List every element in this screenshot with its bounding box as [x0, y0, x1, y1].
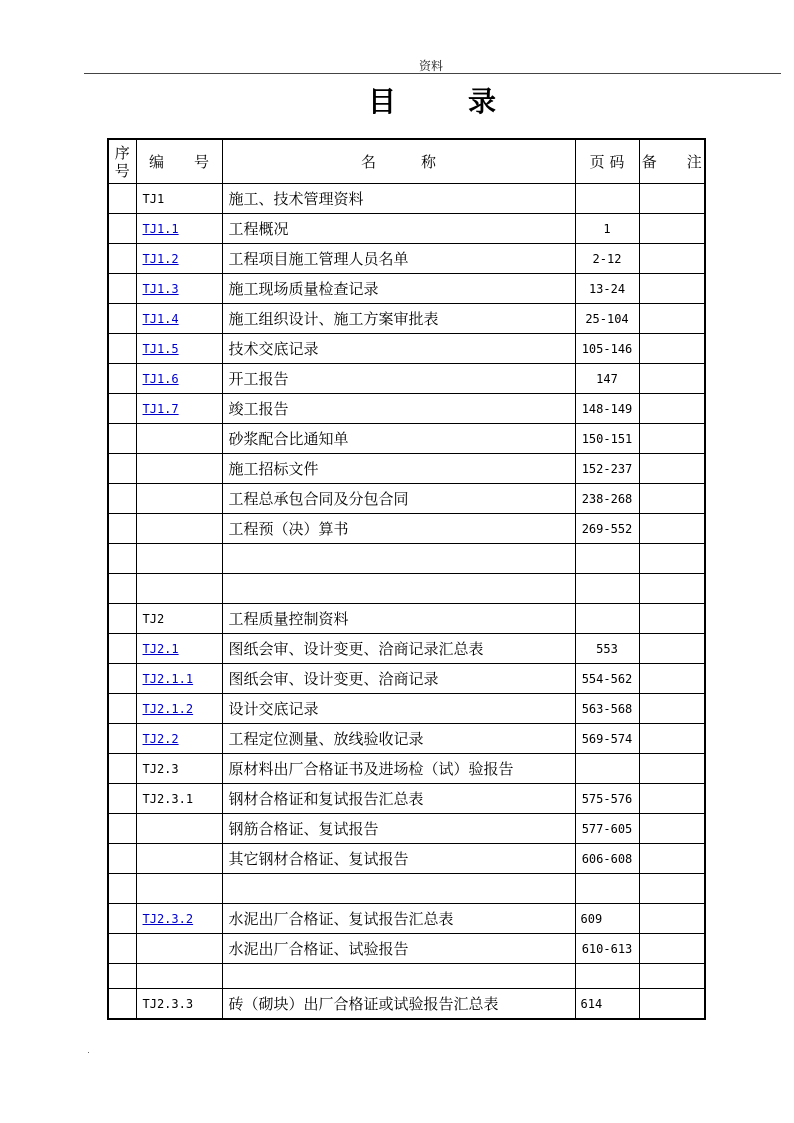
cell-name: 竣工报告 [222, 394, 575, 424]
code-text: TJ2.3.3 [142, 996, 194, 1011]
cell-note [639, 874, 705, 904]
cell-note [639, 244, 705, 274]
cell-code [136, 874, 222, 904]
cell-page: 577-605 [575, 814, 639, 844]
cell-name: 施工现场质量检查记录 [222, 274, 575, 304]
header-seq [108, 139, 136, 184]
cell-note [639, 364, 705, 394]
table-row [108, 274, 705, 304]
cell-code [136, 544, 222, 574]
cell-seq [108, 304, 136, 334]
cell-note [639, 544, 705, 574]
cell-name: 工程定位测量、放线验收记录 [222, 724, 575, 754]
cell-code [136, 364, 222, 394]
cell-note [639, 844, 705, 874]
cell-note [639, 724, 705, 754]
cell-code [136, 274, 222, 304]
cell-seq [108, 814, 136, 844]
cell-code [136, 334, 222, 364]
cell-note [639, 184, 705, 214]
table-row [108, 874, 705, 904]
page-header-text: 资料 [418, 59, 443, 73]
cell-page [575, 874, 639, 904]
cell-name: 水泥出厂合格证、复试报告汇总表 [222, 904, 575, 934]
cell-page: 25-104 [575, 304, 639, 334]
cell-code [136, 454, 222, 484]
table-row [108, 244, 705, 274]
table-row [108, 304, 705, 334]
cell-seq [108, 989, 136, 1020]
cell-name: 工程项目施工管理人员名单 [222, 244, 575, 274]
cell-page: 152-237 [575, 454, 639, 484]
page-title-right: 录 [468, 85, 497, 118]
header-note: 备 注 [639, 139, 705, 184]
cell-code [136, 634, 222, 664]
table-row [108, 964, 705, 989]
cell-page: 13-24 [575, 274, 639, 304]
cell-seq [108, 754, 136, 784]
toc-body [108, 184, 705, 1020]
cell-page: 610-613 [575, 934, 639, 964]
cell-seq [108, 664, 136, 694]
header-seq-line2: 号 [114, 161, 130, 180]
header-rule [84, 73, 781, 74]
cell-seq [108, 244, 136, 274]
cell-name: 工程总承包合同及分包合同 [222, 484, 575, 514]
cell-seq [108, 454, 136, 484]
cell-seq [108, 844, 136, 874]
cell-note [639, 904, 705, 934]
code-link[interactable]: TJ1.7 [142, 401, 179, 416]
table-row [108, 334, 705, 364]
cell-code [136, 724, 222, 754]
cell-page [575, 184, 639, 214]
cell-page: 269-552 [575, 514, 639, 544]
cell-note [639, 274, 705, 304]
cell-note [639, 424, 705, 454]
header-name: 名 称 [222, 139, 575, 184]
code-link[interactable]: TJ1.6 [142, 371, 179, 386]
cell-note [639, 784, 705, 814]
cell-page: 147 [575, 364, 639, 394]
code-text: TJ2.3 [142, 761, 179, 776]
cell-page: 575-576 [575, 784, 639, 814]
table-row [108, 214, 705, 244]
cell-code [136, 304, 222, 334]
cell-page: 238-268 [575, 484, 639, 514]
cell-name: 其它钢材合格证、复试报告 [222, 844, 575, 874]
cell-code [136, 484, 222, 514]
cell-note [639, 514, 705, 544]
cell-note [639, 304, 705, 334]
toc-table [107, 138, 706, 1020]
cell-seq [108, 874, 136, 904]
cell-seq [108, 514, 136, 544]
cell-seq [108, 364, 136, 394]
cell-code [136, 664, 222, 694]
table-row [108, 544, 705, 574]
cell-seq [108, 274, 136, 304]
cell-name: 图纸会审、设计变更、洽商记录 [222, 664, 575, 694]
cell-name: 设计交底记录 [222, 694, 575, 724]
cell-note [639, 214, 705, 244]
table-row [108, 484, 705, 514]
code-link[interactable]: TJ1.3 [142, 281, 179, 296]
cell-name [222, 574, 575, 604]
cell-note [639, 394, 705, 424]
cell-code [136, 244, 222, 274]
table-row [108, 754, 705, 784]
cell-code [136, 694, 222, 724]
cell-page [575, 574, 639, 604]
cell-page: 2-12 [575, 244, 639, 274]
cell-note [639, 989, 705, 1020]
table-row [108, 934, 705, 964]
table-row [108, 724, 705, 754]
cell-seq [108, 574, 136, 604]
cell-code [136, 514, 222, 544]
table-row [108, 904, 705, 934]
table-row [108, 364, 705, 394]
cell-page: 150-151 [575, 424, 639, 454]
table-row [108, 184, 705, 214]
cell-seq [108, 934, 136, 964]
table-row [108, 664, 705, 694]
cell-page: 609 [575, 904, 639, 934]
cell-page [575, 754, 639, 784]
cell-seq [108, 484, 136, 514]
table-row [108, 634, 705, 664]
table-row [108, 394, 705, 424]
cell-seq [108, 544, 136, 574]
code-link[interactable]: TJ1.4 [142, 311, 179, 326]
cell-seq [108, 634, 136, 664]
cell-name: 工程概况 [222, 214, 575, 244]
cell-name: 施工招标文件 [222, 454, 575, 484]
cell-code [136, 214, 222, 244]
cell-page: 148-149 [575, 394, 639, 424]
cell-code [136, 394, 222, 424]
code-text: TJ2.3.1 [142, 791, 194, 806]
cell-name: 施工组织设计、施工方案审批表 [222, 304, 575, 334]
code-link[interactable]: TJ2.1.2 [142, 701, 194, 716]
cell-seq [108, 904, 136, 934]
cell-code [136, 989, 222, 1020]
cell-seq [108, 694, 136, 724]
table-row [108, 574, 705, 604]
code-text: TJ1 [142, 191, 165, 206]
cell-name: 工程预（决）算书 [222, 514, 575, 544]
cell-note [639, 634, 705, 664]
table-row [108, 604, 705, 634]
cell-page: 1 [575, 214, 639, 244]
header-code: 编 号 [136, 139, 222, 184]
cell-page: 569-574 [575, 724, 639, 754]
cell-name: 砖（砌块）出厂合格证或试验报告汇总表 [222, 989, 575, 1020]
cell-note [639, 484, 705, 514]
cell-code [136, 424, 222, 454]
code-link[interactable]: TJ2.1 [142, 641, 179, 656]
page-title-left: 目 [368, 85, 397, 118]
cell-page: 105-146 [575, 334, 639, 364]
cell-code [136, 934, 222, 964]
cell-name: 开工报告 [222, 364, 575, 394]
cell-page [575, 544, 639, 574]
cell-code [136, 604, 222, 634]
cell-seq [108, 964, 136, 989]
cell-note [639, 964, 705, 989]
cell-note [639, 664, 705, 694]
cell-name: 图纸会审、设计变更、洽商记录汇总表 [222, 634, 575, 664]
cell-page [575, 964, 639, 989]
cell-page [575, 604, 639, 634]
table-row [108, 844, 705, 874]
cell-code [136, 784, 222, 814]
cell-name [222, 544, 575, 574]
cell-name: 技术交底记录 [222, 334, 575, 364]
cell-name: 钢筋合格证、复试报告 [222, 814, 575, 844]
table-row [108, 814, 705, 844]
code-text: TJ2 [142, 611, 165, 626]
cell-seq [108, 784, 136, 814]
code-link[interactable]: TJ1.5 [142, 341, 179, 356]
cell-code [136, 964, 222, 989]
cell-code [136, 574, 222, 604]
cell-note [639, 574, 705, 604]
cell-seq [108, 724, 136, 754]
cell-note [639, 934, 705, 964]
table-header-row [108, 139, 705, 184]
cell-note [639, 454, 705, 484]
cell-name: 水泥出厂合格证、试验报告 [222, 934, 575, 964]
cell-code [136, 844, 222, 874]
page-dot [88, 1052, 89, 1053]
cell-seq [108, 424, 136, 454]
cell-seq [108, 184, 136, 214]
cell-page: 614 [575, 989, 639, 1020]
cell-seq [108, 394, 136, 424]
table-row [108, 694, 705, 724]
cell-seq [108, 214, 136, 244]
cell-code [136, 754, 222, 784]
cell-page: 553 [575, 634, 639, 664]
cell-seq [108, 334, 136, 364]
cell-page: 606-608 [575, 844, 639, 874]
table-row [108, 424, 705, 454]
code-link[interactable]: TJ2.1.1 [142, 671, 194, 686]
cell-name [222, 874, 575, 904]
code-link[interactable]: TJ1.1 [142, 221, 179, 236]
code-link[interactable]: TJ2.3.2 [142, 911, 194, 926]
cell-name: 钢材合格证和复试报告汇总表 [222, 784, 575, 814]
cell-name [222, 964, 575, 989]
cell-code [136, 184, 222, 214]
table-row [108, 454, 705, 484]
cell-name: 砂浆配合比通知单 [222, 424, 575, 454]
cell-note [639, 754, 705, 784]
cell-note [639, 694, 705, 724]
cell-name: 工程质量控制资料 [222, 604, 575, 634]
cell-name: 施工、技术管理资料 [222, 184, 575, 214]
table-row [108, 784, 705, 814]
header-seq-line1: 序 [114, 143, 130, 162]
cell-page: 554-562 [575, 664, 639, 694]
table-row [108, 514, 705, 544]
cell-page: 563-568 [575, 694, 639, 724]
cell-note [639, 814, 705, 844]
table-row [108, 989, 705, 1020]
code-link[interactable]: TJ1.2 [142, 251, 179, 266]
cell-seq [108, 604, 136, 634]
cell-code [136, 814, 222, 844]
cell-code [136, 904, 222, 934]
header-page: 页 码 [575, 139, 639, 184]
cell-name: 原材料出厂合格证书及进场检（试）验报告 [222, 754, 575, 784]
cell-note [639, 334, 705, 364]
cell-note [639, 604, 705, 634]
code-link[interactable]: TJ2.2 [142, 731, 179, 746]
